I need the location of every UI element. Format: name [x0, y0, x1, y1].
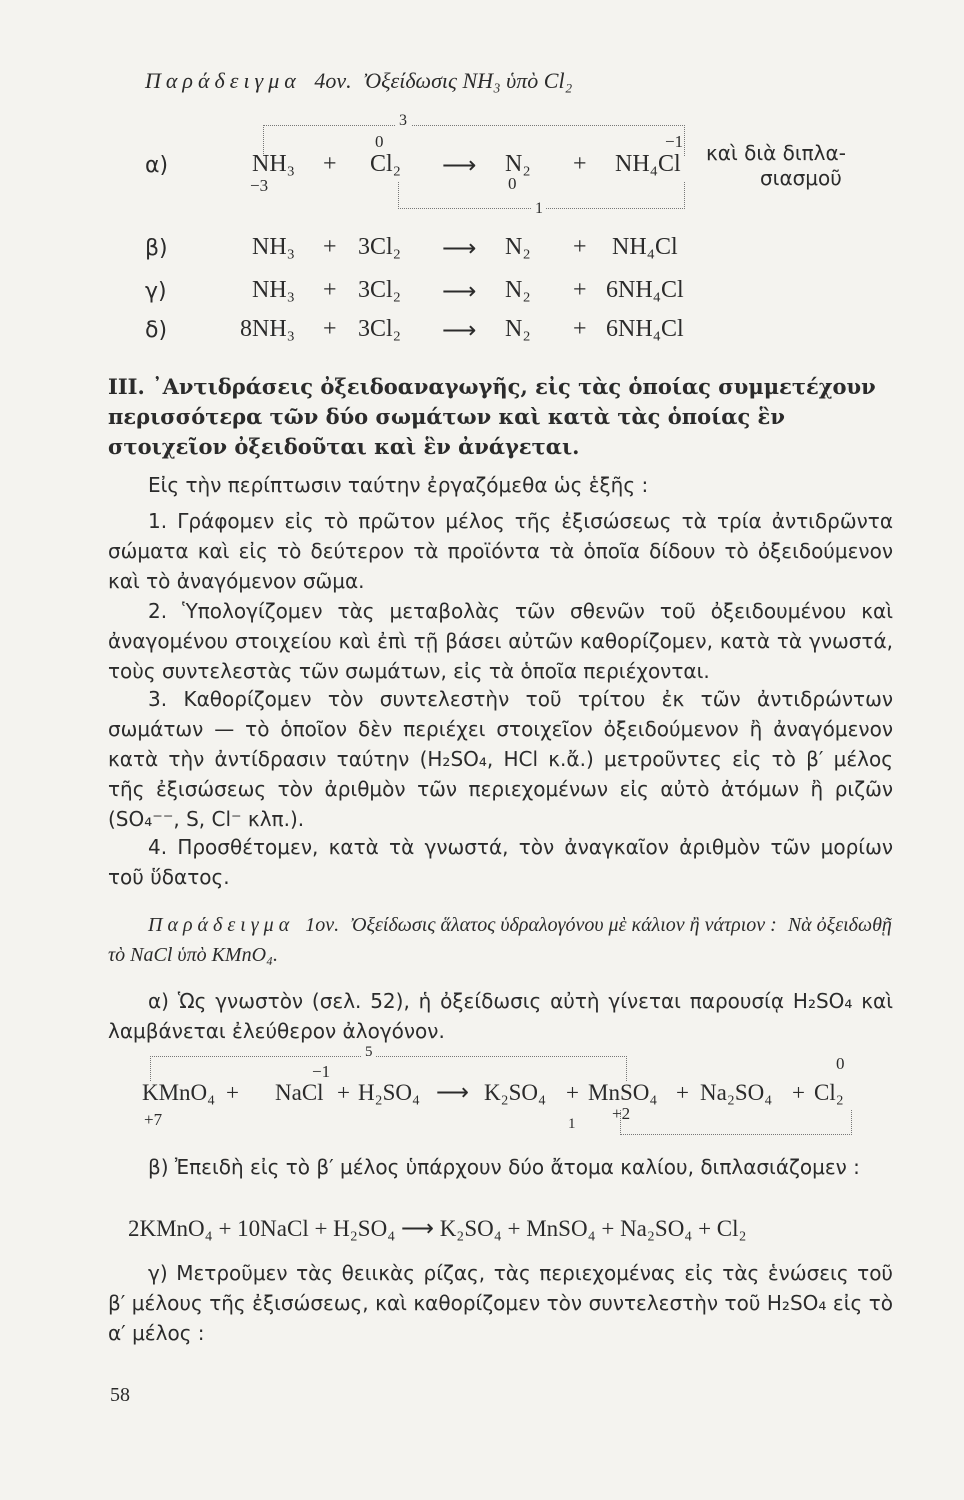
- product-2: MnSO₄: [588, 1080, 658, 1105]
- step-1: 1. Γράφομεν εἰς τὸ πρῶτον μέλος τῆς ἐξισώσεως τὰ τρία ἀντιδρῶντα σώματα καὶ εἰς τὸ δεύτερον τὰ προϊόντα τὰ ὁποῖα δίδουν τὸ ὀξειδούμενον καὶ τὸ ἀναγόμενον σῶμα.: [108, 509, 893, 593]
- reactant-2: NaCl: [275, 1080, 324, 1105]
- reactant-1: NH₃: [252, 277, 296, 303]
- reaction-arrow: ⟶: [442, 279, 477, 305]
- oxidation-state: −1: [312, 1062, 331, 1081]
- plus-sign: +: [323, 277, 337, 303]
- example-label: Παράδειγμα: [148, 914, 295, 936]
- product-1: N₂: [505, 234, 531, 260]
- plus-sign: +: [337, 1080, 350, 1105]
- plus-sign: +: [573, 151, 587, 177]
- oxidation-state-2: 0: [375, 132, 384, 151]
- reaction-letter: γ): [145, 279, 167, 304]
- oxidation-state: +2: [612, 1104, 631, 1123]
- example1-heading: [145, 68, 572, 94]
- reaction-arrow: ⟶: [442, 236, 477, 262]
- section-heading: III. ᾿Αντιδράσεις ὀξειδοαναγωγῆς, εἰς τὰς ὁποίας συμμετέχουν περισσότερα τῶν δύο σωμάτων καὶ κατὰ τὰς ὁποίας ἓν στοιχεῖον ὀξειδοῦται καὶ ἓν ἀνάγεται.: [108, 374, 876, 459]
- step-4: 4. Προσθέτομεν, κατὰ τὰ γνωστά, τὸν ἀναγκαῖον ἀριθμὸν τῶν μορίων τοῦ ὕδατος.: [108, 835, 893, 889]
- part-b: β) Ἐπειδὴ εἰς τὸ β′ μέλος ὑπάρχουν δύο ἄτομα καλίου, διπλασιάζομεν :: [148, 1155, 860, 1179]
- reaction-arrow: ⟶: [442, 153, 477, 179]
- product-1: N₂: [505, 316, 531, 342]
- reactant-1: NH₃: [252, 234, 296, 260]
- electron-bracket-bottom: [620, 1110, 852, 1135]
- reactant-1: 8NH₃: [240, 316, 296, 342]
- plus-sign: +: [323, 234, 337, 260]
- example2-heading: [108, 910, 893, 970]
- section-intro: Εἰς τὴν περίπτωσιν ταύτην ἐργαζόμεθα ὡς ἑξῆς :: [148, 473, 649, 497]
- example-number: 1ον.: [305, 914, 340, 936]
- reactant-3: H₂SO₄: [358, 1080, 421, 1105]
- reactant-1: KMnO₄: [142, 1080, 216, 1105]
- reaction-arrow: ⟶: [442, 318, 477, 344]
- reactant-2: Cl₂: [370, 151, 402, 177]
- oxidation-state: 0: [836, 1054, 845, 1073]
- note-line-1: καὶ διὰ διπλα-: [706, 141, 846, 165]
- example-task: Νὰ ὀξειδωθῇ τὸ NaCl ὑπὸ KMnO₄.: [108, 914, 892, 966]
- oxidation-state-1: −3: [250, 176, 269, 195]
- part-a: α) Ὡς γνωστὸν (σελ. 52), ἡ ὀξείδωσις αὐτὴ γίνεται παρουσίᾳ H₂SO₄ καὶ λαμβάνεται ἐλεύθερον ἀλογόνον.: [108, 989, 893, 1043]
- example-label: Παράδειγμα: [145, 68, 301, 93]
- plus-sign: +: [676, 1080, 689, 1105]
- product-2: NH₄Cl: [612, 234, 678, 260]
- product-1: K₂SO₄: [484, 1080, 547, 1105]
- reaction-letter: β): [145, 236, 168, 261]
- plus-sign: +: [792, 1080, 805, 1105]
- reaction-arrow: ⟶: [436, 1080, 469, 1105]
- product-2: 6NH₄Cl: [606, 277, 684, 303]
- plus-sign: +: [573, 277, 587, 303]
- example-number: 4ον.: [314, 68, 352, 93]
- plus-sign: +: [573, 316, 587, 342]
- plus-sign: +: [323, 316, 337, 342]
- part-c: γ) Μετροῦμεν τὰς θειικὰς ρίζας, τὰς περιεχομένας εἰς τὰς ἑνώσεις τοῦ β′ μέλους τῆς ἐξισώσεως, καὶ καθορίζομεν τὸν συντελεστὴν τοῦ H₂SO₄ εἰς τὸ α′ μέλος :: [108, 1261, 893, 1345]
- oxidation-state-4: −1: [665, 132, 684, 151]
- reactant-2: 3Cl₂: [358, 316, 402, 342]
- example-title: Ὀξείδωσις NH₃ ὑπὸ Cl₂: [363, 68, 573, 93]
- plus-sign: +: [226, 1080, 239, 1105]
- plus-sign: +: [323, 151, 337, 177]
- note-line-2: σιασμοῦ: [760, 166, 842, 190]
- reactant-2: 3Cl₂: [358, 234, 402, 260]
- oxidation-state: +7: [144, 1110, 163, 1129]
- product-4: Cl₂: [814, 1080, 844, 1105]
- equation-2: 2KMnO₄ + 10NaCl + H₂SO₄ ⟶ K₂SO₄ + MnSO₄ + Na₂SO₄ + Cl₂: [128, 1216, 747, 1241]
- product-2: NH₄Cl: [615, 151, 681, 177]
- product-3: Na₂SO₄: [700, 1080, 773, 1105]
- step-3: 3. Καθορίζομεν τὸν συντελεστὴν τοῦ τρίτου ἐκ τῶν ἀντιδρώντων σωμάτων — τὸ ὁποῖον δὲν περιέχει στοιχεῖον ὀξειδούμενον ἢ ἀναγόμενον κατὰ τὴν ἀντίδρασιν ταύτην (H₂SO₄, HCl κ.ἄ.) μετροῦντες εἰς τὸ β′ μέλος τῆς ἐξισώσεως τὸν ἀριθμὸν τῶν περιεχομένων εἰς αὐτὸ ἀτόμων ἢ ριζῶν (SO₄⁻⁻, S, Cl⁻ κλπ.).: [108, 687, 893, 831]
- plus-sign: +: [573, 234, 587, 260]
- oxidation-state-3: 0: [508, 174, 517, 193]
- bracket-top-count: 5: [362, 1044, 376, 1061]
- bracket-bottom-count: 1: [532, 200, 546, 218]
- reactant-2: 3Cl₂: [358, 277, 402, 303]
- product-2: 6NH₄Cl: [606, 316, 684, 342]
- product-1: N₂: [505, 151, 531, 177]
- step-2: 2. Ὑπολογίζομεν τὰς μεταβολὰς τῶν σθενῶν τοῦ ὀξειδουμένου καὶ ἀναγομένου στοιχείου καὶ ἐπὶ τῇ βάσει αὐτῶν καθορίζομεν, κατὰ τὰ γνωστά, τοὺς συντελεστὰς τῶν σωμάτων, εἰς τὰ ὁποῖα περιέχονται.: [108, 599, 893, 683]
- example-title: Ὀξείδωσις ἅλατος ὑδραλογόνου μὲ κάλιον ἢ νάτριον :: [350, 914, 777, 936]
- reactant-1: NH₃: [252, 151, 296, 177]
- bracket-bottom-count: 1: [568, 1116, 576, 1132]
- plus-sign: +: [566, 1080, 579, 1105]
- reaction-letter: δ): [145, 318, 168, 343]
- bracket-top-count: 3: [395, 112, 411, 130]
- page-number: 58: [110, 1384, 130, 1406]
- electron-bracket-top: [150, 1056, 627, 1081]
- reaction-letter: α): [145, 153, 169, 178]
- product-1: N₂: [505, 277, 531, 303]
